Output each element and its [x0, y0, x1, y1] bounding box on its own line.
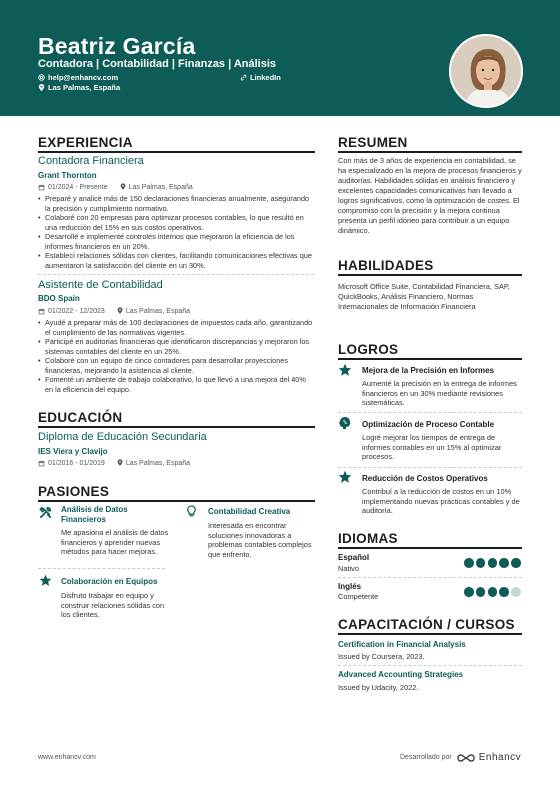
language-level: Nativo: [338, 564, 359, 573]
language-name: Inglés: [338, 582, 362, 591]
achievement-title: Optimización de Proceso Contable: [362, 420, 495, 429]
degree-title: Diploma de Educación Secundaria: [38, 431, 207, 443]
education-meta: [38, 459, 190, 467]
rating-dot-filled: [464, 587, 474, 597]
summary-text: Con más de 3 años de experiencia en contabilidad, se ha especializado en la mejora de procesos financieros y auditorías. Habilidades sólidas en análisis financiero y excelentes capacidades comunicativas han llevado a logros significativos, como la optimización de costes. El compromiso con la precisión y la mejora continua presenta un perfil idóneo para contribuir a un equipo dinámico.: [338, 156, 522, 235]
job-title: Contadora Financiera: [38, 155, 144, 167]
skills-text: Microsoft Office Suite, Contabilidad Financiera, SAP, QuickBooks, Análisis Financiero, Normas Internacionales de Información Financiera: [338, 282, 510, 311]
course-issuer: Issued by Coursera, 2023.: [338, 652, 425, 661]
linkedin-text: LinkedIn: [250, 73, 281, 82]
built-by-label: Desarrollado por: [400, 754, 452, 761]
achievement-title: Mejora de la Precisión en Informes: [362, 366, 495, 375]
achievement-desc: Logré mejorar los tiempos de entrega de informes contables en un 15% al optimizar procesos.: [362, 433, 502, 461]
achievement-desc: Aumenté la precisión en la entrega de informes financieros en un 30% mediante revisiones sistemáticas.: [362, 379, 517, 407]
company-name: BDO Spain: [38, 294, 80, 303]
list-item: • Fomenté un ambiente de trabajo colaborativo, lo que llevó a una mejora del 40% en la eficiencia del equipo.: [38, 375, 313, 394]
list-item: • Preparé y analicé más de 150 declaraciones financieras anualmente, asegurando la precisión y cumplimiento normativo.: [38, 194, 313, 213]
course-separator: [338, 665, 522, 666]
job-separator: [38, 274, 314, 275]
achievements-divider: [338, 358, 522, 360]
list-item: • Colaboré con un equipo de cinco contadores para desarrollar proyecciones financieras, mejorando la asistencia al cliente.: [38, 356, 313, 375]
education-divider: [38, 426, 315, 428]
list-item: • Colaboré con 20 empresas para optimizar procesos contables, lo que resultó en una reducción del 15% en sus costos operativos.: [38, 213, 313, 232]
footer-url[interactable]: www.enhancv.com: [38, 754, 96, 761]
job-location: Las Palmas, España: [128, 183, 193, 191]
rating-dot-empty: [511, 587, 521, 597]
training-heading: CAPACITACIÓN / CURSOS: [338, 617, 515, 632]
calendar-icon: [38, 308, 45, 315]
lightbulb-icon: [186, 505, 197, 523]
passion-desc: Me apasiona el análisis de datos financieros y aprender nuevas métodos para hacer mejoras.: [61, 528, 169, 556]
brand-name: Enhancv: [478, 752, 522, 763]
profile-photo: [449, 34, 523, 108]
location-pin-icon: [120, 183, 126, 191]
list-item: • Participé en auditorías financieras que identificaron discrepancias y mejoraron los sistemas contables del cliente en un 25%.: [38, 337, 313, 356]
language-level: Competente: [338, 592, 379, 601]
linkedin-link[interactable]: [240, 73, 281, 82]
passion-title: Contabilidad Creativa: [208, 507, 291, 516]
job-dates: 01/2022 - 12/2023: [48, 307, 105, 315]
language-separator: [338, 577, 522, 578]
skills-heading: HABILIDADES: [338, 258, 434, 273]
language-rating: [464, 558, 523, 568]
language-name: Español: [338, 553, 370, 562]
location-pin-icon: [117, 459, 123, 467]
calendar-icon: [38, 184, 45, 191]
achievements-heading: LOGROS: [338, 342, 399, 357]
star-icon: [338, 363, 352, 382]
training-divider: [338, 633, 522, 635]
tools-icon: [39, 506, 52, 524]
resume-header: [0, 0, 560, 116]
rating-dot-filled: [464, 558, 474, 568]
enhancv-logo-icon: [457, 753, 475, 763]
achievement-separator: [338, 467, 522, 468]
rating-dot-filled: [488, 558, 498, 568]
course-title: Certification in Financial Analysis: [338, 640, 466, 649]
passion-desc: Interesada en encontrar soluciones innovadoras a problemas contables complejos que enfrento.: [208, 521, 312, 559]
course-issuer: Issued by Udacity, 2022.: [338, 683, 419, 692]
rating-dot-filled: [476, 587, 486, 597]
star-icon: [338, 470, 352, 489]
education-heading: EDUCACIÓN: [38, 410, 123, 425]
skills-divider: [338, 274, 522, 276]
rating-dot-filled: [499, 587, 509, 597]
school-name: IES Viera y Clavijo: [38, 447, 108, 456]
language-rating: [464, 587, 523, 597]
star-icon: [39, 574, 52, 592]
location-pin-icon: [38, 84, 45, 92]
summary-heading: RESUMEN: [338, 135, 408, 150]
candidate-name: Beatriz García: [38, 33, 196, 59]
at-icon: [38, 74, 45, 81]
calendar-icon: [38, 460, 45, 467]
passion-separator: [38, 568, 165, 569]
passions-heading: PASIONES: [38, 484, 110, 499]
job-location: Las Palmas, España: [125, 307, 191, 315]
achievement-desc: Contribuí a la reducción de costos en un 10% implementando nuevas prácticas contables y de auditoría.: [362, 487, 520, 515]
summary-divider: [338, 151, 522, 153]
location-text: Las Palmas, España: [48, 83, 121, 92]
list-item: • Establecí relaciones sólidas con clientes, facilitando comunicaciones efectivas que aumentaron la satisfacción del cliente en un 30%.: [38, 251, 313, 270]
company-name: Grant Thornton: [38, 171, 97, 180]
rating-dot-filled: [476, 558, 486, 568]
languages-divider: [338, 547, 522, 549]
education-dates: 01/2016 - 01/2019: [48, 459, 105, 467]
experience-divider: [38, 151, 315, 153]
experience-heading: EXPERIENCIA: [38, 135, 133, 150]
job-dates: 01/2024 - Presente: [48, 183, 108, 191]
job-bullets: [38, 318, 313, 394]
achievement-title: Reducción de Costos Operativos: [362, 474, 488, 483]
rating-dot-filled: [488, 587, 498, 597]
email-contact[interactable]: [38, 73, 118, 82]
passions-divider: [38, 500, 315, 502]
location-pin-icon: [117, 307, 123, 315]
job-title: Asistente de Contabilidad: [38, 279, 163, 291]
rating-dot-filled: [511, 558, 521, 568]
email-text: help@enhancv.com: [48, 73, 119, 82]
course-title: Advanced Accounting Strategies: [338, 670, 464, 679]
list-item: • Ayudé a preparar más de 100 declaraciones de impuestos cada año, garantizando el cumplimiento de las normativas vigentes.: [38, 318, 313, 337]
languages-heading: IDIOMAS: [338, 531, 398, 546]
education-location: Las Palmas, España: [125, 459, 191, 467]
rating-dot-filled: [499, 558, 509, 568]
job-bullets: [38, 194, 313, 270]
footer-brand: [400, 752, 521, 763]
passion-title: Análisis de Datos Financieros: [61, 505, 128, 524]
job-meta: [38, 183, 193, 191]
location-contact: [38, 83, 120, 92]
list-item: • Desarrollé e implementé controles internos que mejoraron la eficiencia de los informes financieros en un 20%.: [38, 232, 313, 251]
passion-desc: Disfruto trabajar en equipo y construir relaciones sólidas con los clientes.: [61, 591, 165, 619]
passion-title: Colaboración en Equipos: [61, 577, 158, 586]
achievement-separator: [338, 412, 522, 413]
link-icon: [240, 74, 247, 81]
candidate-tagline: Contadora | Contabilidad | Finanzas | Análisis: [38, 58, 277, 70]
job-meta: [38, 307, 190, 315]
brain-icon: [338, 416, 352, 435]
